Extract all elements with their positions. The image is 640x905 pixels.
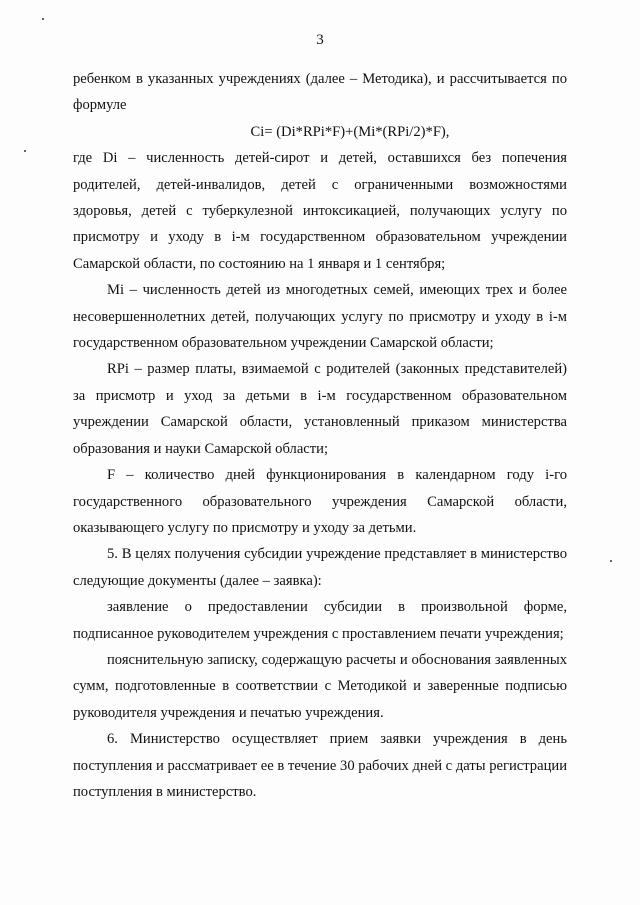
paragraph-definition-mi: Mi – численность детей из многодетных семей, имеющих трех и более несовершеннолетних детей, получающих услугу по присмотру и уходу в i-м государственном образовательном учреждении Самарской области; xyxy=(73,282,567,352)
paragraph-item-6: 6. Министерство осуществляет прием заявки учреждения в день поступления и рассматривает ее в течение 30 рабочих дней с даты регистрации поступления в министерство. xyxy=(73,731,567,800)
scan-speck xyxy=(24,150,26,152)
paragraph-application: заявление о предоставлении субсидии в произвольной форме, подписанное руководителем учреждения с проставлением печати учреждения; xyxy=(73,599,567,642)
paragraph-item-5: 5. В целях получения субсидии учреждение представляет в министерство следующие документы (далее – заявка): xyxy=(73,546,567,589)
paragraph-definition-f: F – количество дней функционирования в календарном году i-го государственного образовательного учреждения Самарской области, оказывающего услугу по присмотру и уходу за детьми. xyxy=(73,467,567,536)
scan-speck xyxy=(610,560,612,562)
paragraph-explanatory-note: пояснительную записку, содержащую расчеты и обоснования заявленных сумм, подготовленные в соответствии с Методикой и заверенные подписью руководителя учреждения и печатью учреждения. xyxy=(73,651,567,721)
paragraph-definition-di: где Di – численность детей-сирот и детей, оставшихся без попечения родителей, детей-инвалидов, детей с ограниченными возможностями здоровья, детей с туберкулезной интоксикацией, получающих услугу по присмотру и уходу в i-м государственном образовательном учреждении Самарской области, по состоянию на 1 января и 1 сентября; xyxy=(73,150,567,272)
paragraph-definition-rpi: RPi – размер платы, взимаемой с родителей (законных представителей) за присмотр и уход за детьми в i-м государственном образовательном учреждении Самарской области, установленный приказом министерства образования и науки Самарской области; xyxy=(73,361,567,457)
paragraph-continuation: ребенком в указанных учреждениях (далее – Методика), и рассчитывается по формуле xyxy=(73,71,567,114)
scan-speck xyxy=(42,18,44,20)
page-number: 3 xyxy=(316,32,324,48)
formula: Ci= (Di*RPi*F)+(Mi*(RPi/2)*F), xyxy=(250,123,450,140)
document-body xyxy=(73,66,567,805)
